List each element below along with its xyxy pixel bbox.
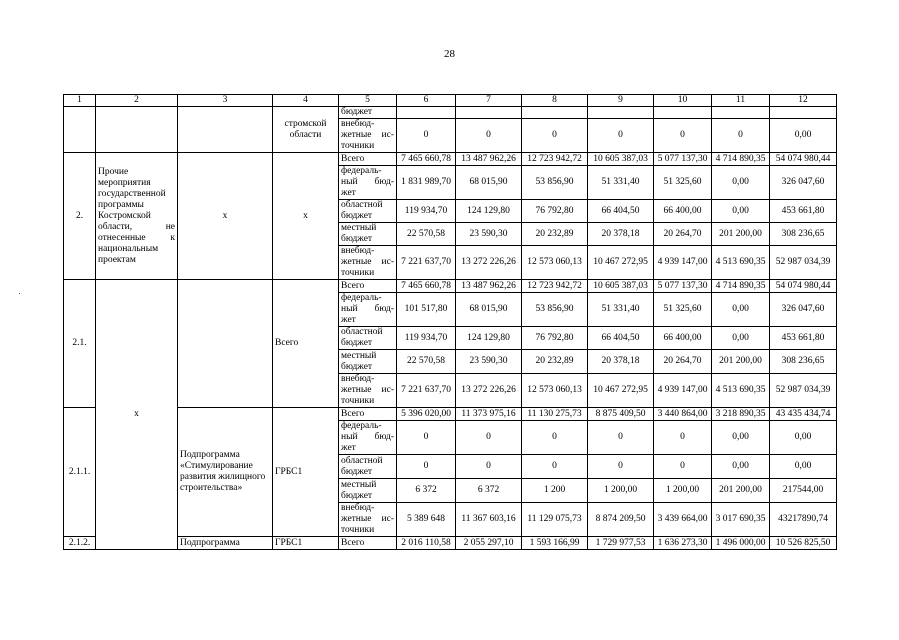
amount-cell: 0,00 <box>712 455 770 479</box>
header-cell: 2 <box>96 95 178 107</box>
amount-cell: 66 400,00 <box>654 200 712 223</box>
amount-cell: 20 378,18 <box>588 350 654 374</box>
amount-cell: 101 517,80 <box>397 293 456 327</box>
header-cell: 10 <box>654 95 712 107</box>
amount-cell: 308 236,65 <box>770 223 837 246</box>
subprogram-cell <box>178 280 273 408</box>
amount-cell: 68 015,90 <box>456 293 522 327</box>
amount-cell: 0 <box>522 421 588 455</box>
amount-cell <box>712 107 770 119</box>
subprogram-cell <box>178 107 273 153</box>
amount-cell: 51 331,40 <box>588 166 654 200</box>
executor-cell: Всего <box>273 280 339 408</box>
amount-cell: 10 605 387,03 <box>588 280 654 293</box>
row-number-cell: 2.1.2. <box>64 537 96 550</box>
amount-cell: 12 573 060,13 <box>522 374 588 408</box>
amount-cell: 2 055 297,10 <box>456 537 522 550</box>
amount-cell: 0 <box>522 455 588 479</box>
amount-cell: 51 325,60 <box>654 166 712 200</box>
source-cell: местный бюджет <box>339 223 397 246</box>
amount-cell: 201 200,00 <box>712 479 770 503</box>
amount-cell: 51 331,40 <box>588 293 654 327</box>
amount-cell: 13 487 962,26 <box>456 153 522 166</box>
scan-speck <box>19 293 20 294</box>
amount-cell: 4 939 147,00 <box>654 246 712 280</box>
header-cell: 7 <box>456 95 522 107</box>
amount-cell: 0,00 <box>712 421 770 455</box>
amount-cell: 0 <box>456 455 522 479</box>
header-cell: 5 <box>339 95 397 107</box>
amount-cell: 4 714 890,35 <box>712 280 770 293</box>
amount-cell: 0,00 <box>770 119 837 153</box>
amount-cell: 20 264,70 <box>654 223 712 246</box>
header-cell: 4 <box>273 95 339 107</box>
amount-cell: 23 590,30 <box>456 223 522 246</box>
amount-cell: 8 875 409,50 <box>588 408 654 421</box>
header-row <box>64 95 837 107</box>
amount-cell: 3 218 890,35 <box>712 408 770 421</box>
amount-cell: 0 <box>588 455 654 479</box>
amount-cell: 1 200 <box>522 479 588 503</box>
amount-cell: 0,00 <box>712 200 770 223</box>
row-number-cell: 2.1.1. <box>64 408 96 537</box>
executor-cell: стромской области <box>273 107 339 153</box>
header-cell: 3 <box>178 95 273 107</box>
source-cell: областной бюджет <box>339 200 397 223</box>
table-row <box>64 408 837 421</box>
amount-cell: 1 636 273,30 <box>654 537 712 550</box>
amount-cell: 0 <box>588 421 654 455</box>
subprogram-cell: Подпрограмма <box>178 537 273 550</box>
amount-cell: 53 856,90 <box>522 293 588 327</box>
source-cell: Всего <box>339 408 397 421</box>
amount-cell: 20 232,89 <box>522 350 588 374</box>
source-cell: Всего <box>339 280 397 293</box>
header-cell: 12 <box>770 95 837 107</box>
amount-cell: 326 047,60 <box>770 166 837 200</box>
amount-cell: 0 <box>654 455 712 479</box>
amount-cell: 13 487 962,26 <box>456 280 522 293</box>
amount-cell: 1 200,00 <box>654 479 712 503</box>
amount-cell: 11 129 075,73 <box>522 503 588 537</box>
amount-cell: 13 272 226,26 <box>456 246 522 280</box>
amount-cell <box>654 107 712 119</box>
amount-cell: 43217890,74 <box>770 503 837 537</box>
description-cell <box>96 107 178 153</box>
amount-cell: 326 047,60 <box>770 293 837 327</box>
source-cell: бюджет <box>339 107 397 119</box>
amount-cell: 4 714 890,35 <box>712 153 770 166</box>
amount-cell: 4 513 690,35 <box>712 246 770 280</box>
amount-cell: 52 987 034,39 <box>770 246 837 280</box>
budget-table <box>63 94 837 550</box>
amount-cell: 7 465 660,78 <box>397 153 456 166</box>
source-cell: Всего <box>339 537 397 550</box>
amount-cell: 22 570,58 <box>397 223 456 246</box>
amount-cell: 0 <box>522 119 588 153</box>
amount-cell: 66 400,00 <box>654 327 712 350</box>
amount-cell: 12 723 942,72 <box>522 153 588 166</box>
amount-cell <box>397 107 456 119</box>
amount-cell: 12 573 060,13 <box>522 246 588 280</box>
amount-cell: 0,00 <box>770 421 837 455</box>
header-cell: 11 <box>712 95 770 107</box>
source-cell: Всего <box>339 153 397 166</box>
amount-cell: 2 016 110,58 <box>397 537 456 550</box>
amount-cell: 3 440 864,00 <box>654 408 712 421</box>
amount-cell: 13 272 226,26 <box>456 374 522 408</box>
amount-cell: 3 017 690,35 <box>712 503 770 537</box>
amount-cell: 12 723 942,72 <box>522 280 588 293</box>
amount-cell: 0,00 <box>770 455 837 479</box>
amount-cell: 54 074 980,44 <box>770 280 837 293</box>
source-cell: внебюд-жетные ис-точники <box>339 503 397 537</box>
source-cell: местный бюджет <box>339 479 397 503</box>
amount-cell: 0 <box>397 455 456 479</box>
table-row <box>64 153 837 166</box>
source-cell: областной бюджет <box>339 455 397 479</box>
amount-cell: 201 200,00 <box>712 350 770 374</box>
amount-cell: 6 372 <box>456 479 522 503</box>
amount-cell: 0,00 <box>712 327 770 350</box>
source-cell: местный бюджет <box>339 350 397 374</box>
amount-cell: 3 439 664,00 <box>654 503 712 537</box>
source-cell: федераль-ный бюд-жет <box>339 293 397 327</box>
amount-cell: 0 <box>588 119 654 153</box>
row-number-cell <box>64 107 96 153</box>
subprogram-cell: х <box>178 153 273 280</box>
amount-cell: 5 077 137,30 <box>654 153 712 166</box>
amount-cell: 66 404,50 <box>588 327 654 350</box>
amount-cell: 66 404,50 <box>588 200 654 223</box>
source-cell: федераль-ный бюд-жет <box>339 166 397 200</box>
amount-cell: 453 661,80 <box>770 327 837 350</box>
amount-cell <box>522 107 588 119</box>
amount-cell: 0 <box>654 421 712 455</box>
amount-cell: 10 467 272,95 <box>588 374 654 408</box>
table-row <box>64 280 837 293</box>
amount-cell: 11 373 975,16 <box>456 408 522 421</box>
header-cell: 8 <box>522 95 588 107</box>
amount-cell: 76 792,80 <box>522 200 588 223</box>
amount-cell: 20 232,89 <box>522 223 588 246</box>
table-row <box>64 107 837 119</box>
header-cell: 9 <box>588 95 654 107</box>
amount-cell: 11 130 275,73 <box>522 408 588 421</box>
amount-cell: 10 526 825,50 <box>770 537 837 550</box>
amount-cell: 124 129,80 <box>456 200 522 223</box>
amount-cell <box>456 107 522 119</box>
amount-cell: 5 077 137,30 <box>654 280 712 293</box>
amount-cell: 6 372 <box>397 479 456 503</box>
source-cell: внебюд-жетные ис-точники <box>339 246 397 280</box>
amount-cell: 217544,00 <box>770 479 837 503</box>
amount-cell: 8 874 209,50 <box>588 503 654 537</box>
executor-cell: ГРБС1 <box>273 408 339 537</box>
amount-cell <box>588 107 654 119</box>
amount-cell: 51 325,60 <box>654 293 712 327</box>
amount-cell: 1 831 989,70 <box>397 166 456 200</box>
row-number-cell: 2. <box>64 153 96 280</box>
amount-cell: 4 513 690,35 <box>712 374 770 408</box>
executor-cell: ГРБС1 <box>273 537 339 550</box>
source-cell: внебюд-жетные ис-точники <box>339 119 397 153</box>
amount-cell: 1 200,00 <box>588 479 654 503</box>
amount-cell: 52 987 034,39 <box>770 374 837 408</box>
description-cell: Прочие мероприятия государственной программы Костромской области, не отнесенные к национальным проектам <box>96 153 178 280</box>
amount-cell: 1 593 166,99 <box>522 537 588 550</box>
amount-cell: 453 661,80 <box>770 200 837 223</box>
amount-cell: 43 435 434,74 <box>770 408 837 421</box>
amount-cell: 5 396 020,00 <box>397 408 456 421</box>
amount-cell: 7 221 637,70 <box>397 374 456 408</box>
amount-cell: 5 389 648 <box>397 503 456 537</box>
amount-cell: 23 590,30 <box>456 350 522 374</box>
amount-cell: 124 129,80 <box>456 327 522 350</box>
source-cell: областной бюджет <box>339 327 397 350</box>
amount-cell: 119 934,70 <box>397 200 456 223</box>
amount-cell: 11 367 603,16 <box>456 503 522 537</box>
amount-cell: 53 856,90 <box>522 166 588 200</box>
amount-cell: 68 015,90 <box>456 166 522 200</box>
amount-cell: 0 <box>654 119 712 153</box>
amount-cell: 308 236,65 <box>770 350 837 374</box>
amount-cell: 4 939 147,00 <box>654 374 712 408</box>
amount-cell: 0 <box>397 119 456 153</box>
header-cell: 6 <box>397 95 456 107</box>
table-row <box>64 537 837 550</box>
subprogram-cell: Подпрограмма «Стимулирование развития жилищного строительства» <box>178 408 273 537</box>
amount-cell: 7 465 660,78 <box>397 280 456 293</box>
amount-cell: 20 264,70 <box>654 350 712 374</box>
row-number-cell: 2.1. <box>64 280 96 408</box>
amount-cell: 0 <box>397 421 456 455</box>
amount-cell: 10 467 272,95 <box>588 246 654 280</box>
amount-cell: 7 221 637,70 <box>397 246 456 280</box>
executor-cell: х <box>273 153 339 280</box>
amount-cell: 54 074 980,44 <box>770 153 837 166</box>
amount-cell: 10 605 387,03 <box>588 153 654 166</box>
source-cell: федераль-ный бюд-жет <box>339 421 397 455</box>
description-cell: х <box>96 280 178 550</box>
amount-cell: 1 496 000,00 <box>712 537 770 550</box>
amount-cell: 201 200,00 <box>712 223 770 246</box>
amount-cell: 0,00 <box>712 166 770 200</box>
amount-cell: 0 <box>456 119 522 153</box>
amount-cell: 1 729 977,53 <box>588 537 654 550</box>
source-cell: внебюд-жетные ис-точники <box>339 374 397 408</box>
amount-cell <box>770 107 837 119</box>
amount-cell: 0,00 <box>712 293 770 327</box>
amount-cell: 0 <box>712 119 770 153</box>
amount-cell: 119 934,70 <box>397 327 456 350</box>
header-cell: 1 <box>64 95 96 107</box>
page-number: 28 <box>444 48 455 60</box>
amount-cell: 76 792,80 <box>522 327 588 350</box>
amount-cell: 22 570,58 <box>397 350 456 374</box>
amount-cell: 20 378,18 <box>588 223 654 246</box>
amount-cell: 0 <box>456 421 522 455</box>
